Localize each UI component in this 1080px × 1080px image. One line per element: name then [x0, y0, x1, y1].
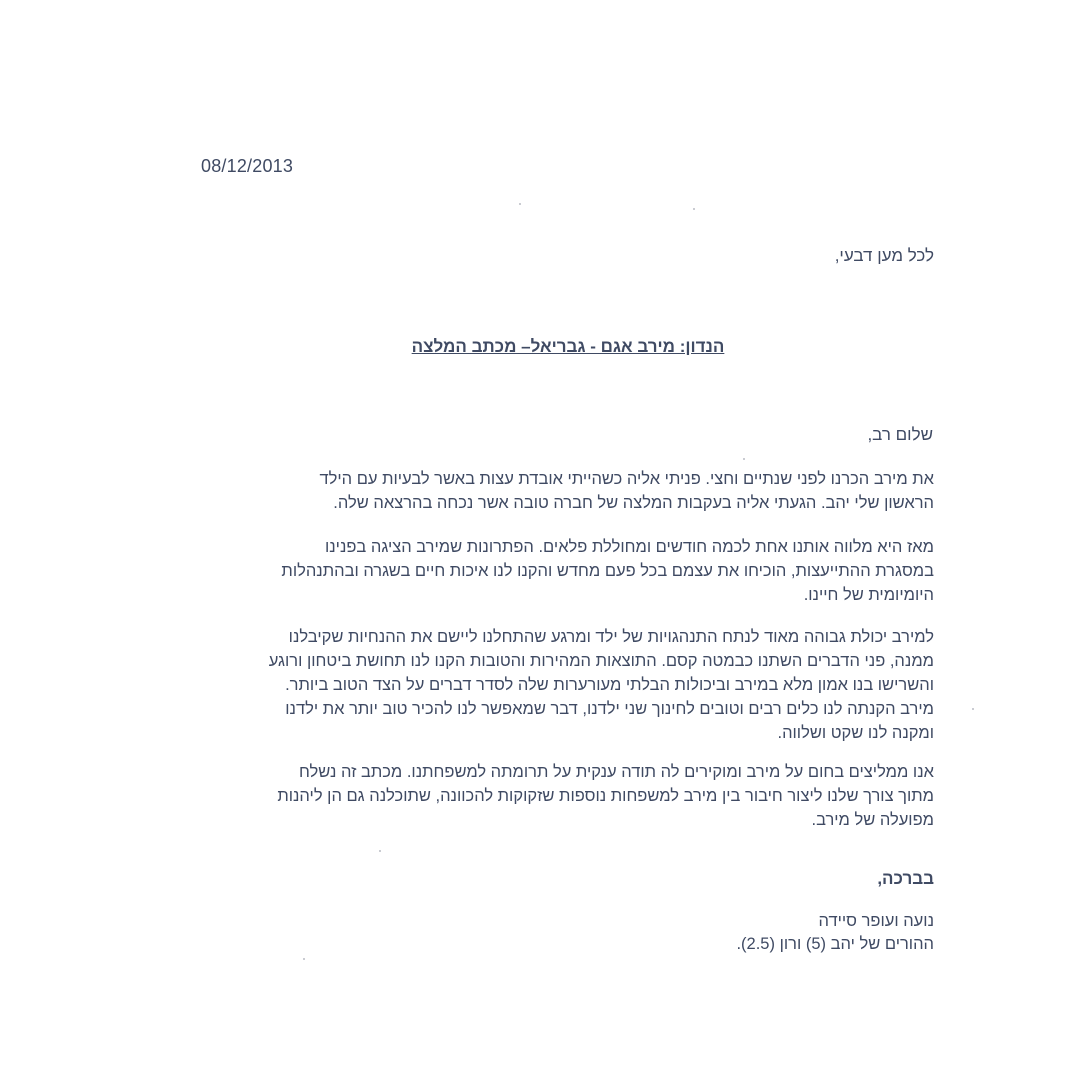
paragraph-line: מפועלה של מירב.	[811, 811, 934, 829]
paragraph-line: ממנה, פני הדברים השתנו כבמטה קסם. התוצאות המהירות והטובות הקנו לנו תחושת ביטחון ורוגע	[268, 652, 934, 670]
letter-date: 08/12/2013	[201, 156, 294, 176]
paragraph-line: היומיומית של חיינו.	[803, 586, 934, 604]
scan-speck	[303, 958, 305, 960]
scan-speck	[379, 850, 381, 852]
paragraph-line: הראשון שלי יהב. הגעתי אליה בעקבות המלצה של חברה טובה אשר נכחה בהרצאה שלה.	[333, 494, 934, 512]
paragraph-line: מירב הקנתה לנו כלים רבים וטובים לחינוך שני ילדנו, דבר שמאפשר לנו להכיר טוב יותר את ילדנו	[285, 700, 934, 718]
paragraph-line: למירב יכולת גבוהה מאוד לנתח התנהגויות של ילד ומרגע שהתחלנו ליישם את ההנחיות שקיבלנו	[288, 628, 934, 646]
paragraph-line: אנו ממליצים בחום על מירב ומוקירים לה תודה ענקית על תרומתה למשפחתנו. מכתב זה נשלח	[298, 763, 934, 781]
paragraph-abilities	[214, 625, 934, 745]
letter-subject: הנדון: מירב אגם - גבריאל– מכתב המלצה	[411, 337, 725, 356]
paragraph-line: ומקנה לנו שקט ושלווה.	[777, 724, 934, 742]
signature-parents: ההורים של יהב (5) ורון (2.5).	[736, 935, 934, 953]
scan-speck	[972, 708, 974, 710]
letter-greeting: שלום רב,	[867, 425, 933, 444]
scan-speck	[693, 208, 695, 210]
scan-speck	[743, 458, 745, 460]
letter-closing: בברכה,	[877, 869, 934, 888]
paragraph-line: את מירב הכרנו לפני שנתיים וחצי. פניתי אליה כשהייתי אובדת עצות באשר לבעיות עם הילד	[319, 470, 934, 488]
paragraph-line: והשרישו בנו אמון מלא במירב וביכולות הבלתי מעורערות שלה לסדר דברים על הצד הטוב ביותר.	[285, 676, 934, 694]
signature-names: נועה ועופר סיידה	[818, 912, 934, 930]
paragraph-recommendation	[214, 760, 934, 832]
paragraph-intro	[214, 467, 934, 515]
paragraph-support	[214, 535, 934, 607]
scan-speck	[519, 203, 521, 205]
paragraph-line: מתוך צורך שלנו ליצור חיבור בין מירב למשפחות נוספות שזקוקות להכוונה, שתוכלנה גם הן ליהנות	[277, 787, 934, 805]
letter-recipient: לכל מען דבעי,	[834, 246, 934, 265]
paragraph-line: מאז היא מלווה אותנו אחת לכמה חודשים ומחוללת פלאים. הפתרונות שמירב הציגה בפנינו	[324, 538, 934, 556]
paragraph-line: במסגרת ההתייעצות, הוכיחו את עצמם בכל פעם מחדש והקנו לנו איכות חיים בשגרה ובהתנהלות	[281, 562, 934, 580]
